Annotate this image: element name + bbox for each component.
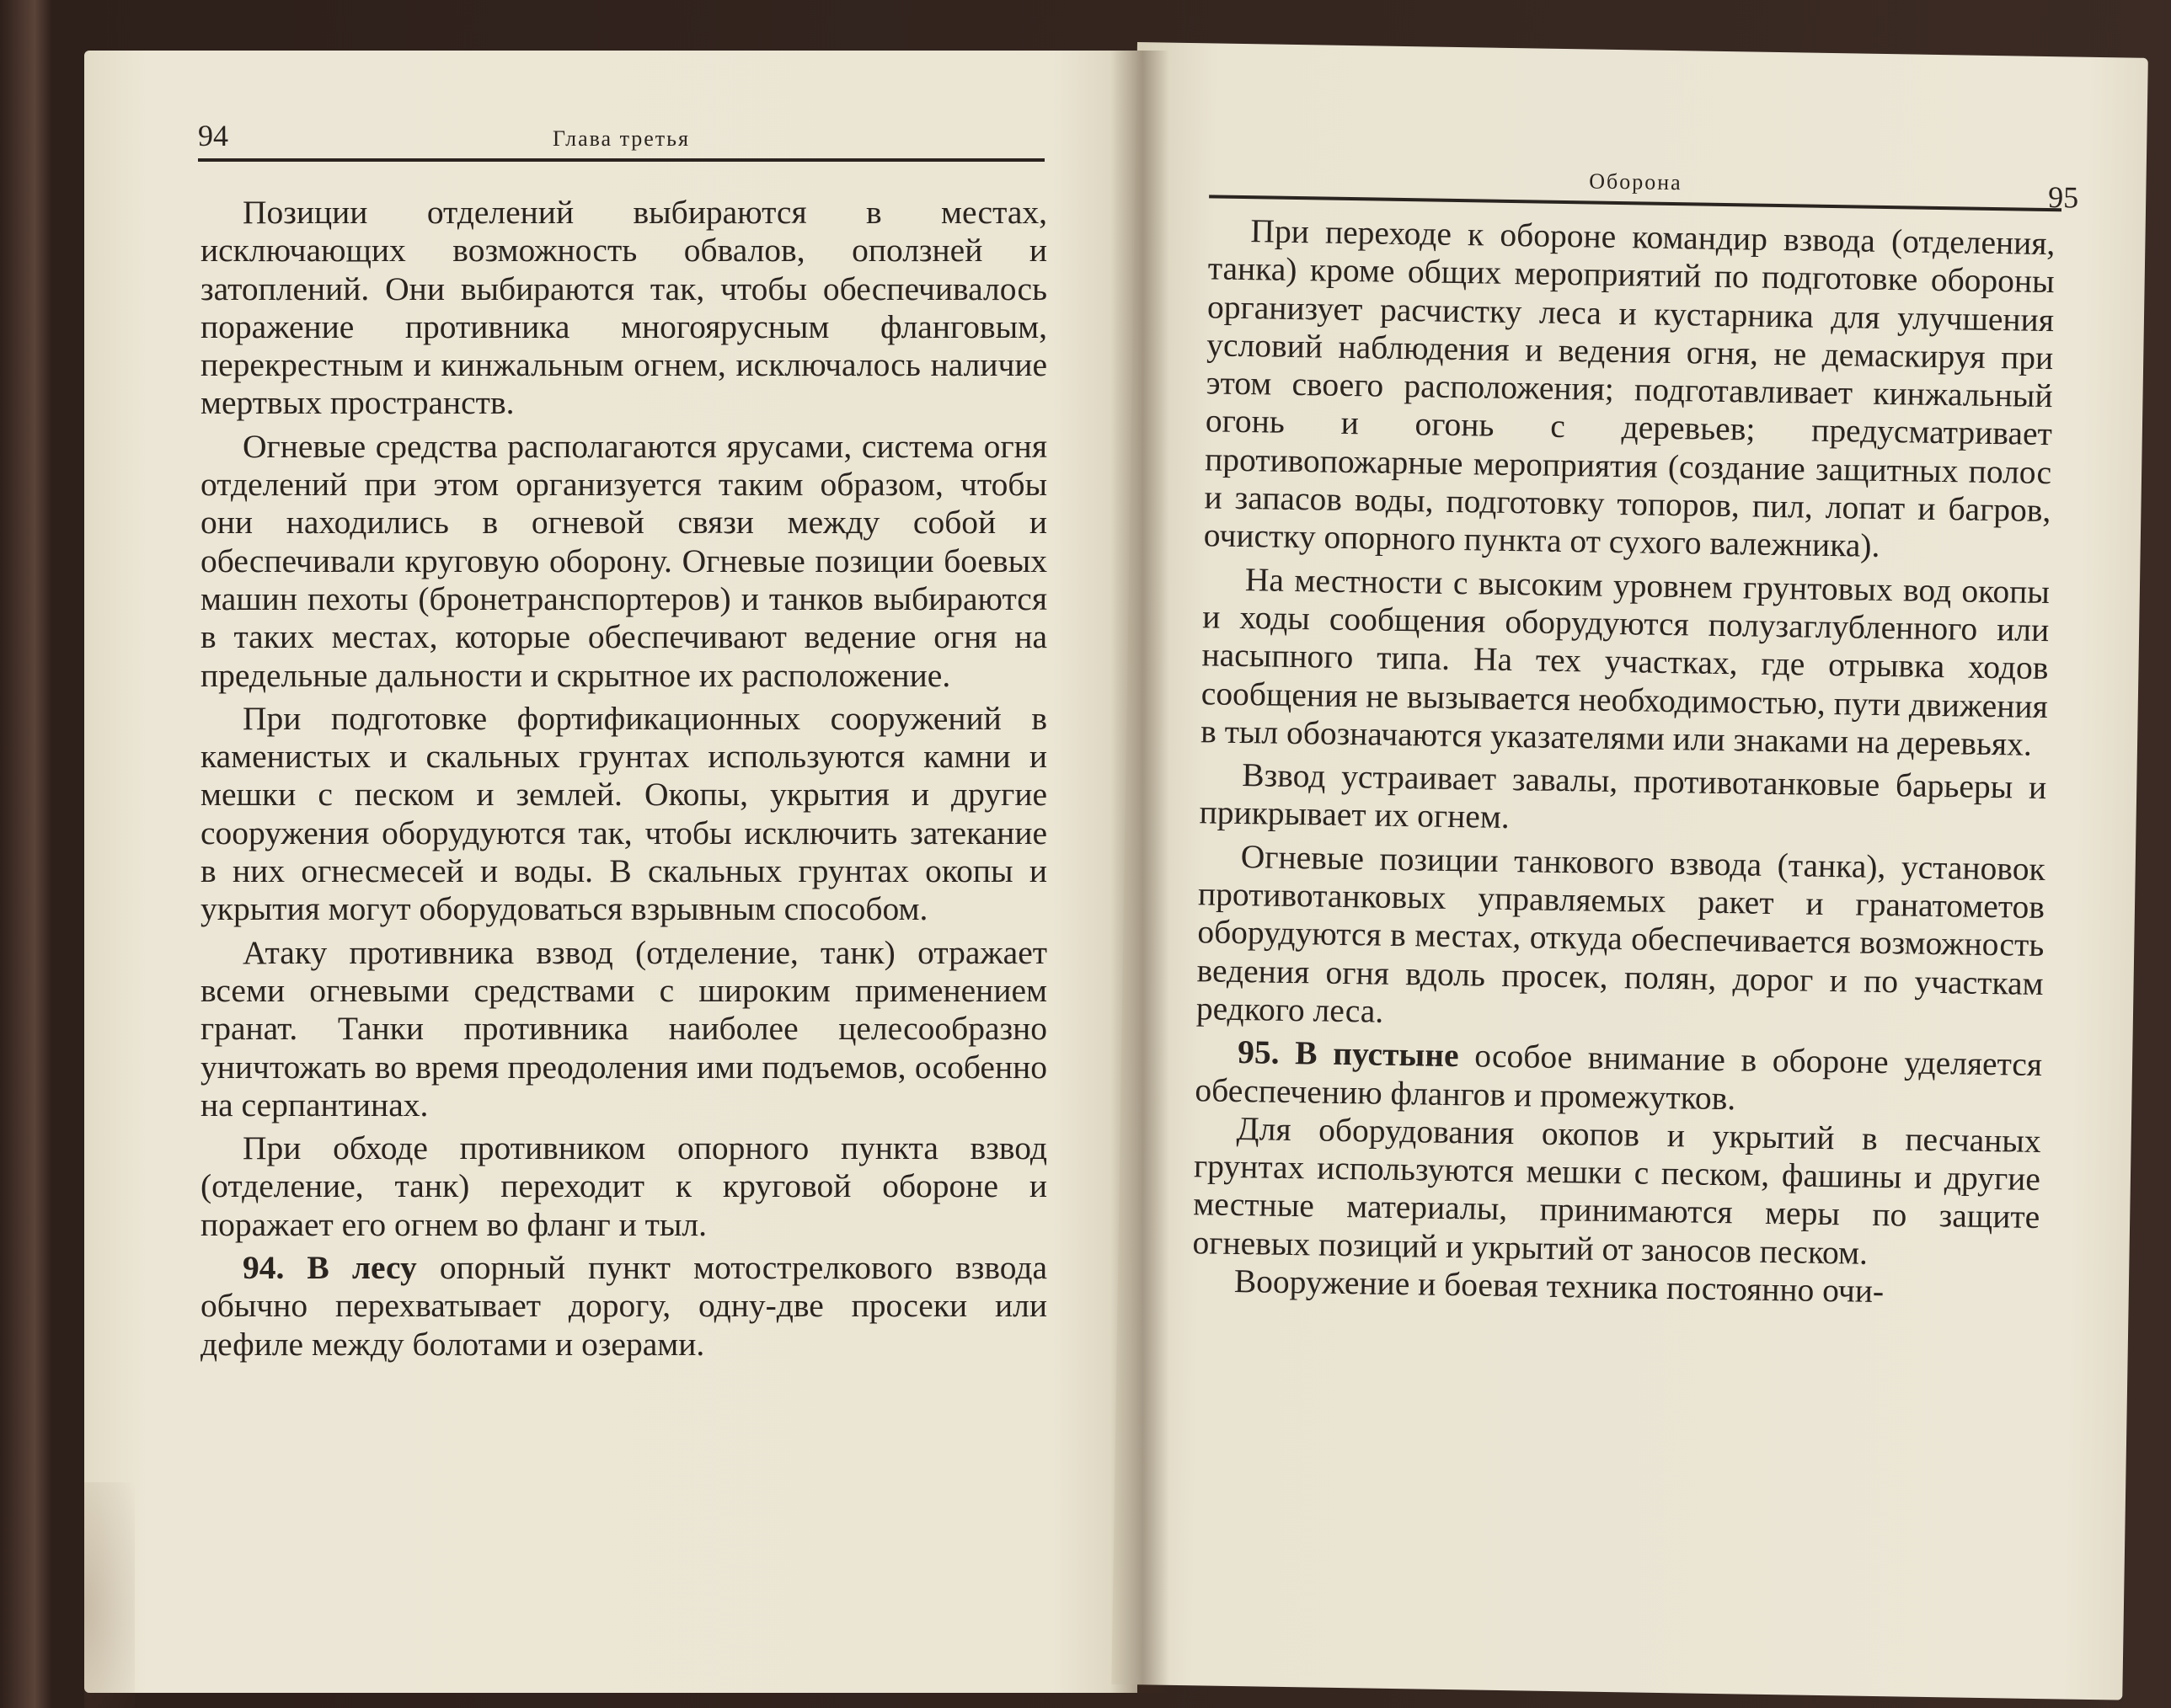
- paragraph: Для оборудования окопов и укрытий в песчаных грунтах используются мешки с песком, фашины и другие местные материалы, принимаются меры по защите огневых позиций и укрытий от заносов песком.: [1192, 1109, 2041, 1272]
- paragraph: Атаку противника взвод (отделение, танк) отражает всеми огневыми средствами с широким применением гранат. Танки противника наиболее целесообразно уничтожать во время преодоления ими подъемов, особенно на серпантинах.: [201, 933, 1047, 1124]
- paragraph: На местности с высоким уровнем грунтовых вод окопы и ходы сообщения оборудуются полузаглубленного или насыпного типа. На тех участках, где отрывка ходов сообщения не вызывается необходимостью, пути движения в тыл обозначаются указателями или знаками на деревьях.: [1200, 560, 2051, 763]
- section-95-paragraph: [1195, 1033, 2042, 1122]
- section-94-text: опорный пункт мотострелкового взвода обычно перехватывает дорогу, одну-две просеки или дефиле между болотами и озерами.: [201, 1249, 1047, 1363]
- paragraph: Взвод устраивает завалы, противотанковые барьеры и прикрывает их огнем.: [1199, 756, 2047, 836]
- left-page-body: [201, 194, 1047, 1364]
- left-running-head: Глава третья: [553, 126, 690, 151]
- paragraph: При подготовке фортификационных сооружений в каменистых и скальных грунтах используются камни и мешки с песком и землей. Окопы, укрытия и другие сооружения оборудуются так, чтобы исключить затекание в них огнесмесей и воды. В скальных грунтах окопы и укрытия могут оборудоваться взрывным способом.: [201, 699, 1047, 928]
- left-page-number: 94: [198, 119, 228, 152]
- paragraph: Позиции отделений выбираются в местах, исключающих возможность обвалов, оползней и затоплений. Они выбираются так, чтобы обеспечивалось поражение противника многоярусным фланговым, перекрестным и кинжальным огнем, исключалось наличие мертвых пространств.: [201, 194, 1047, 422]
- section-94-paragraph: [201, 1249, 1047, 1364]
- right-page-header: [1209, 152, 2079, 215]
- page-stain: [84, 1482, 135, 1708]
- right-page: [1111, 42, 2147, 1700]
- left-page: [84, 51, 1137, 1693]
- paragraph: При обходе противником опорного пункта взвод (отделение, танк) переходит к круговой обороне и поражает его огнем во фланг и тыл.: [201, 1129, 1047, 1243]
- right-page-number: 95: [2047, 180, 2079, 215]
- paragraph: При переходе к обороне командир взвода (отделения, танка) кроме общих мероприятий по подготовке обороны организует расчистку леса и кустарника для улучшения условий наблюдения и ведения огня, не демаскируя при этом своего расположения; подготавливает кинжальный огонь и огонь с деревьев; предусматривает противопожарные мероприятия (создание защитных полос и запасов воды, подготовку топоров, пил, лопат и багров, очистку опорного пункта от сухого валежника).: [1203, 212, 2056, 565]
- section-95-heading: 95. В пустыне: [1237, 1033, 1459, 1075]
- paragraph: Огневые средства располагаются ярусами, система огня отделений при этом организуется таким образом, чтобы они находились в огневой связи между собой и обеспечивали круговую оборону. Огневые позиции боевых машин пехоты (бронетранспортеров) и танков выбираются в таких местах, которые обеспечивают ведение огня на предельные дальности и скрытное их расположение.: [201, 427, 1047, 694]
- right-page-body: [1192, 211, 2056, 1313]
- right-running-head: Оборона: [1589, 168, 1682, 195]
- paragraph: Вооружение и боевая техника постоянно очи-: [1233, 1262, 1885, 1310]
- paragraph: Огневые позиции танкового взвода (танка), установок противотанковых управляемых ракет и гранатометов оборудуются в местах, откуда обеспечивается возможность ведения огня вдоль просек, полян, дорог и по участкам редкого леса.: [1195, 837, 2046, 1030]
- section-95-text: особое внимание в обороне уделяется обеспечению флангов и промежутков.: [1195, 1037, 2043, 1117]
- section-94-heading: 94. В лесу: [243, 1249, 417, 1287]
- left-page-header: [198, 116, 1045, 162]
